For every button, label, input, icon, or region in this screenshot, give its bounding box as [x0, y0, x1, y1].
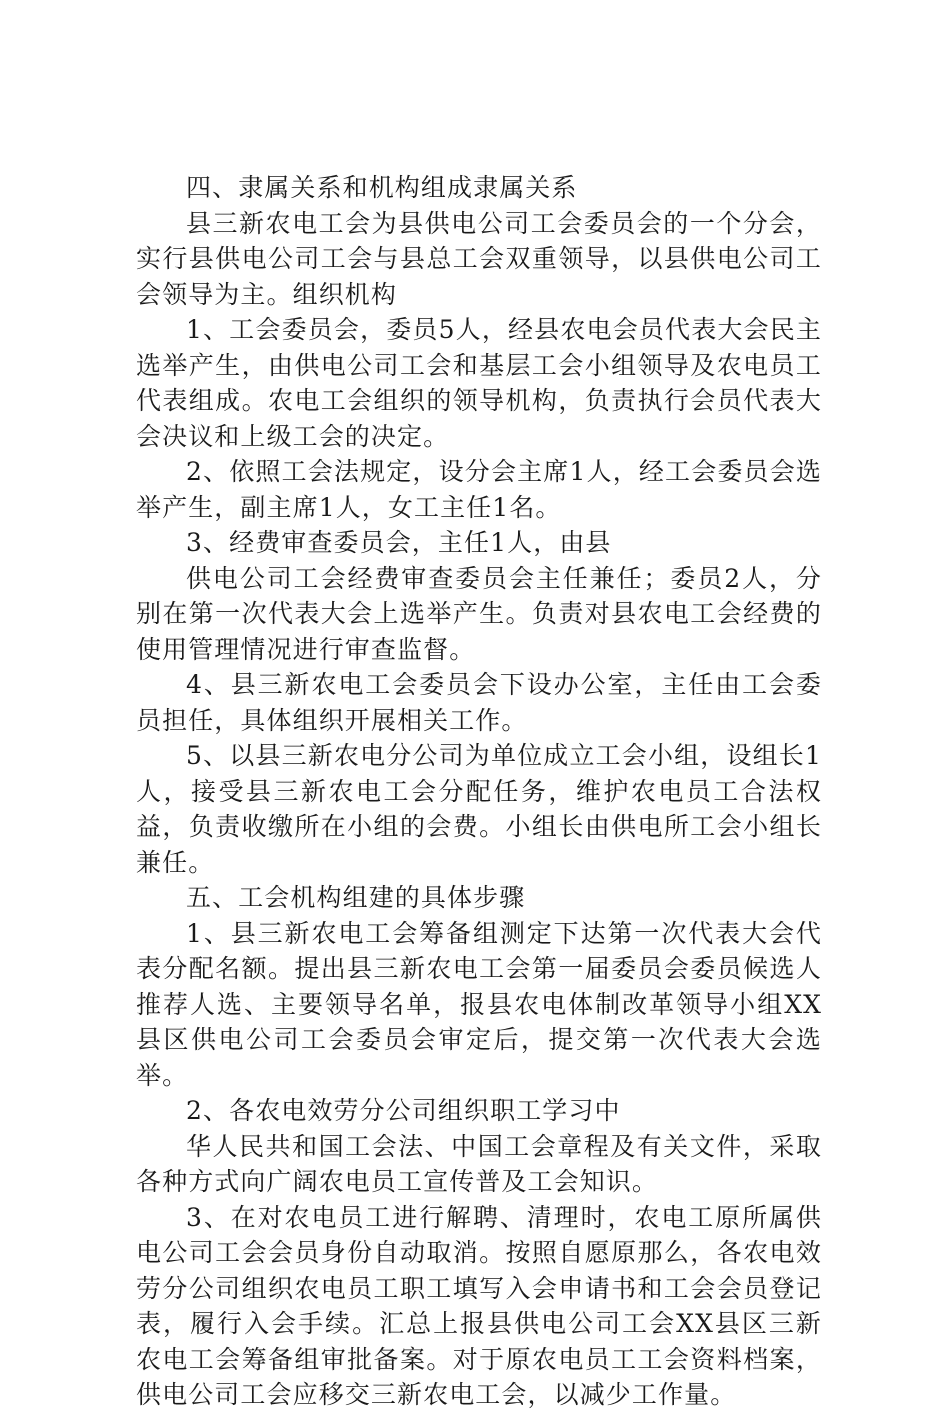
- section-heading-5: 五、工会机构组建的具体步骤: [186, 883, 526, 912]
- list-item: 2、各农电效劳分公司组织职工学习中: [186, 1096, 621, 1125]
- list-item: 4、县三新农电工会委员会下设办公室，主任由工会委员担任，具体组织开展相关工作。: [136, 670, 822, 735]
- list-item: 3、经费审查委员会，主任1人，由县: [186, 528, 612, 557]
- list-item: 1、工会委员会，委员5人，经县农电会员代表大会民主选举产生，由供电公司工会和基层工会小组领导及农电员工代表组成。农电工会组织的领导机构，负责执行会员代表大会决议和上级工会的决定。: [136, 315, 822, 451]
- paragraph: 华人民共和国工会法、中国工会章程及有关文件，采取各种方式向广阔农电员工宣传普及工会知识。: [136, 1131, 822, 1196]
- paragraph: 县三新农电工会为县供电公司工会委员会的一个分会，实行县供电公司工会与县总工会双重领导，以县供电公司工会领导为主。组织机构: [136, 208, 822, 309]
- list-item: 2、依照工会法规定，设分会主席1人，经工会委员会选举产生，副主席1人，女工主任1名。: [136, 457, 822, 522]
- list-item: 1、县三新农电工会筹备组测定下达第一次代表大会代表分配名额。提出县三新农电工会第一届委员会委员候选人推荐人选、主要领导名单，报县农电体制改革领导小组XX县区供电公司工会委员会审定后，提交第一次代表大会选举。: [136, 918, 822, 1090]
- list-item: 5、以县三新农电分公司为单位成立工会小组，设组长1人，接受县三新农电工会分配任务，维护农电员工合法权益，负责收缴所在小组的会费。小组长由供电所工会小组长兼任。: [136, 741, 822, 877]
- document-body: [136, 170, 822, 1413]
- paragraph: 供电公司工会经费审查委员会主任兼任；委员2人，分别在第一次代表大会上选举产生。负责对县农电工会经费的使用管理情况进行审查监督。: [136, 563, 822, 664]
- list-item: 3、在对农电员工进行解聘、清理时，农电工原所属供电公司工会会员身份自动取消。按照自愿原那么，各农电效劳分公司组织农电员工职工填写入会申请书和工会会员登记表，履行入会手续。汇总上报县供电公司工会XX县区三新农电工会筹备组审批备案。对于原农电员工工会资料档案，供电公司工会应移交三新农电工会，以减少工作量。: [136, 1202, 822, 1409]
- section-heading-4: 四、隶属关系和机构组成隶属关系: [186, 173, 578, 202]
